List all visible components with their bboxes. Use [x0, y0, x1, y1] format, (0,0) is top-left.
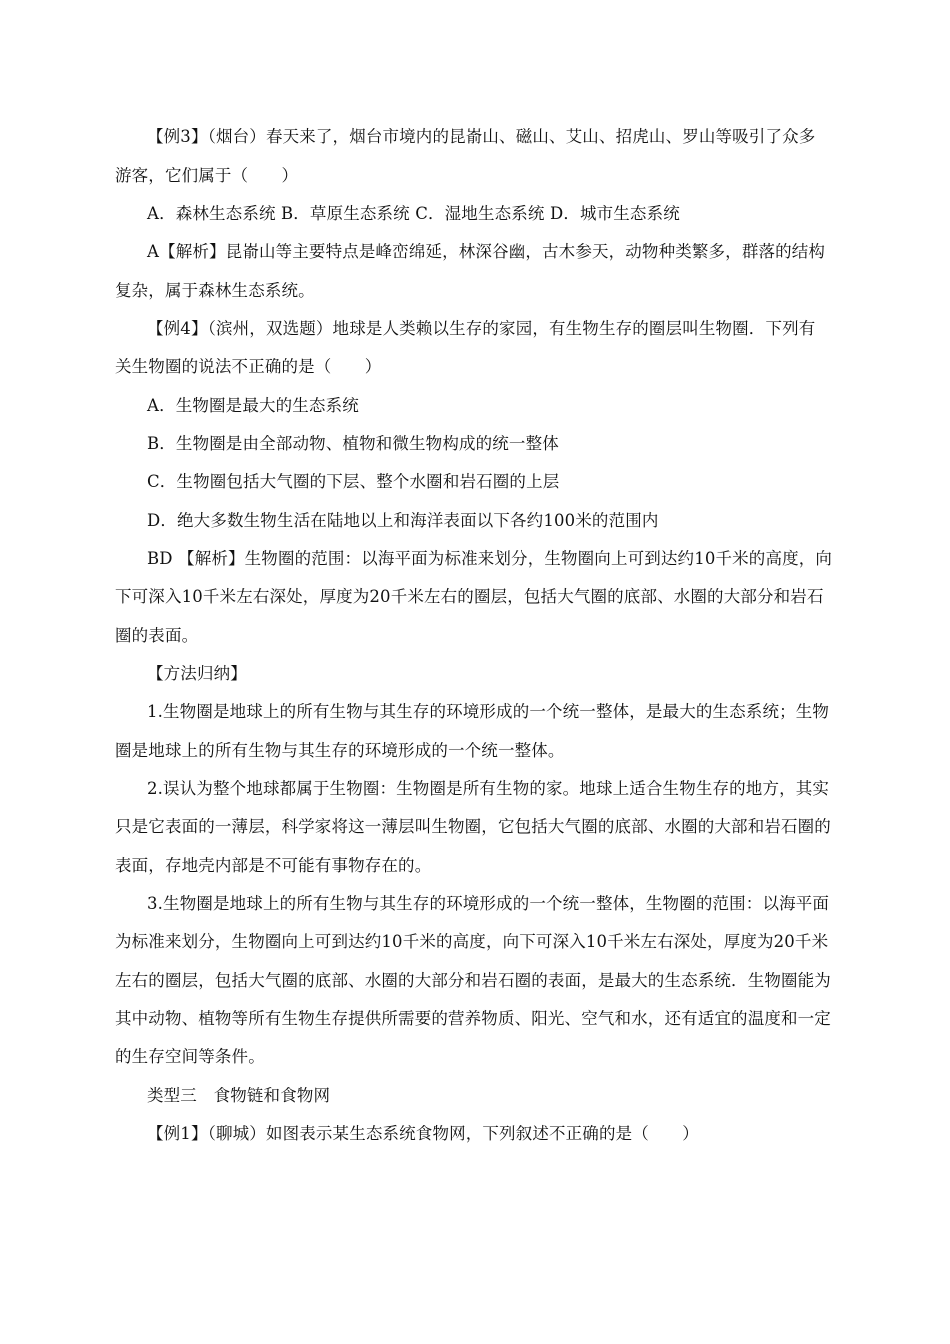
example-3-question-cont: 游客，它们属于（ ） — [115, 166, 299, 185]
method-point-1-cont: 圈是地球上的所有生物与其生存的环境形成的一个统一整体。 — [115, 741, 565, 760]
method-point-3-cont-4: 的生存空间等条件。 — [115, 1047, 265, 1066]
section-type-3-heading: 类型三 食物链和食物网 — [147, 1086, 331, 1105]
method-point-3-cont-1: 为标准来划分，生物圈向上可到达约10千米的高度，向下可深入10千米左右深处，厚度为20千米 — [115, 932, 829, 951]
example-4-analysis: BD 【解析】生物圈的范围：以海平面为标准来划分，生物圈向上可到达约10千米的高度，向 — [147, 549, 833, 568]
example-3-options: A．森林生态系统 B．草原生态系统 C．湿地生态系统 D．城市生态系统 — [147, 204, 680, 223]
example-4-option-c: C．生物圈包括大气圈的下层、整个水圈和岩石圈的上层 — [147, 472, 560, 491]
method-point-2-cont-2: 表面，存地壳内部是不可能有事物存在的。 — [115, 856, 432, 875]
method-summary-heading: 【方法归纳】 — [147, 664, 247, 683]
method-point-3: 3.生物圈是地球上的所有生物与其生存的环境形成的一个统一整体，生物圈的范围：以海平面 — [147, 894, 830, 913]
example-4-analysis-cont-1: 下可深入10千米左右深处，厚度为20千米左右的圈层，包括大气圈的底部、水圈的大部分和岩石 — [115, 587, 824, 606]
method-point-2: 2.误认为整个地球都属于生物圈：生物圈是所有生物的家。地球上适合生物生存的地方，其实 — [147, 779, 830, 798]
example-4-option-d: D．绝大多数生物生活在陆地以上和海洋表面以下各约100米的范围内 — [147, 511, 659, 530]
method-point-3-cont-3: 其中动物、植物等所有生物生存提供所需要的营养物质、阳光、空气和水，还有适宜的温度和一定 — [115, 1009, 831, 1028]
example-4-question-cont: 关生物圈的说法不正确的是（ ） — [115, 357, 382, 376]
example-3-analysis-cont: 复杂，属于森林生态系统。 — [115, 281, 315, 300]
example-4-option-b: B．生物圈是由全部动物、植物和微生物构成的统一整体 — [147, 434, 559, 453]
example-3-question: 【例3】（烟台）春天来了，烟台市境内的昆嵛山、磁山、艾山、招虎山、罗山等吸引了众多 — [147, 127, 816, 146]
example-4-question: 【例4】（滨州，双选题）地球是人类赖以生存的家园，有生物生存的圈层叫生物圈．下列有 — [147, 319, 816, 338]
example-3-analysis: A【解析】昆嵛山等主要特点是峰峦绵延，林深谷幽，古木参天，动物种类繁多，群落的结构 — [147, 242, 826, 261]
example-4-option-a: A．生物圈是最大的生态系统 — [147, 396, 359, 415]
example-1-question: 【例1】（聊城）如图表示某生态系统食物网，下列叙述不正确的是（ ） — [147, 1124, 699, 1143]
method-point-1: 1.生物圈是地球上的所有生物与其生存的环境形成的一个统一整体，是最大的生态系统；生物 — [147, 702, 830, 721]
method-point-3-cont-2: 左右的圈层，包括大气圈的底部、水圈的大部分和岩石圈的表面，是最大的生态系统．生物圈能为 — [115, 971, 831, 990]
method-point-2-cont-1: 只是它表面的一薄层，科学家将这一薄层叫生物圈，它包括大气圈的底部、水圈的大部和岩石圈的 — [115, 817, 831, 836]
example-4-analysis-cont-2: 圈的表面。 — [115, 626, 199, 645]
